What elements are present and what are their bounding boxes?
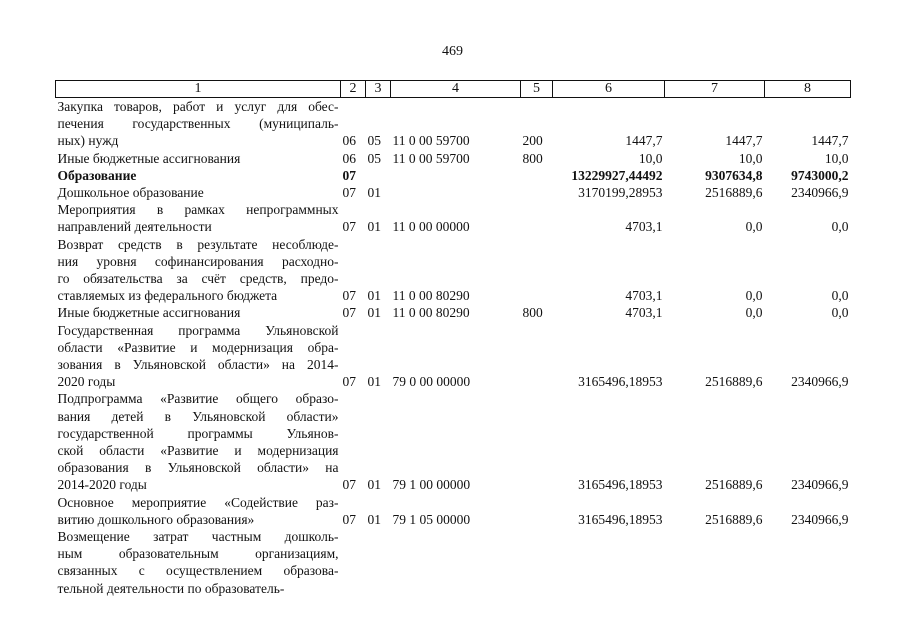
- row-name: [56, 322, 341, 391]
- column-number: 7: [665, 81, 765, 98]
- chapter-code: 07: [342, 167, 356, 183]
- amount-col-7: 9307634,8: [705, 167, 763, 183]
- row-name-line: Образование: [57, 167, 137, 183]
- budget-table: [55, 80, 851, 597]
- table-row: [56, 201, 851, 235]
- table-row: [56, 304, 851, 321]
- table-row: [56, 528, 851, 597]
- subchapter-code: 05: [367, 133, 381, 149]
- amount-col-7: 2516889,6: [705, 477, 763, 493]
- row-name-line: Возмещение затрат частным дошколь-: [57, 529, 339, 545]
- chapter-code: 07: [342, 477, 356, 493]
- chapter-code: 06: [342, 133, 356, 149]
- table-row: [56, 184, 851, 201]
- row-name: [56, 150, 341, 167]
- subchapter-code: 01: [367, 219, 381, 235]
- amount-col-8: 2340966,9: [791, 477, 849, 493]
- row-name-line: Иные бюджетные ассигнования: [57, 150, 241, 166]
- expense-type-code: 200: [522, 133, 543, 149]
- chapter-code: 07: [342, 288, 356, 304]
- row-name-line: Возврат средств в результате несоблюде-: [57, 236, 339, 252]
- amount-col-6: 3165496,18953: [578, 374, 663, 390]
- subchapter-code: 01: [367, 305, 381, 321]
- chapter-code: 07: [342, 374, 356, 390]
- subchapter-code: 01: [367, 477, 381, 493]
- amount-col-7: 10,0: [738, 150, 763, 166]
- amount-col-8: 0,0: [831, 219, 849, 235]
- target-code: 11 0 00 59700: [392, 133, 470, 149]
- table-row: [56, 167, 851, 184]
- expense-type-code: [521, 167, 553, 184]
- row-name-line: Закупка товаров, работ и услуг для обес-: [57, 99, 339, 114]
- expense-type-code: [521, 201, 553, 235]
- amount-col-8: 2340966,9: [791, 374, 849, 390]
- target-code: 11 0 00 80290: [392, 305, 470, 321]
- row-name-line: ской области «Развитие и модернизация: [57, 443, 339, 459]
- amount-col-6: 13229927,44492: [571, 167, 663, 183]
- expense-type-code: [521, 184, 553, 201]
- row-name: [56, 184, 341, 201]
- subchapter-code: 01: [367, 185, 381, 201]
- amount-col-7: 0,0: [745, 305, 763, 321]
- row-name-line: области «Развитие и модернизация обра-: [57, 339, 339, 355]
- target-code: 11 0 00 00000: [392, 219, 470, 235]
- expense-type-code: [521, 390, 553, 493]
- subchapter-code: 01: [367, 288, 381, 304]
- column-number: 4: [391, 81, 521, 98]
- amount-col-8: 0,0: [831, 305, 849, 321]
- row-name-line: витию дошкольного образования»: [57, 511, 255, 527]
- row-name: [56, 304, 341, 321]
- target-code: [391, 184, 521, 201]
- row-name: [56, 201, 341, 235]
- target-code: 79 0 00 00000: [392, 374, 471, 390]
- subchapter-code: 01: [367, 511, 381, 527]
- expense-type-code: [521, 528, 553, 597]
- row-name: [56, 528, 341, 597]
- row-name-line: вания детей в Ульяновской области»: [57, 408, 339, 424]
- row-name-line: го обязательства за счёт средств, предо-: [57, 271, 339, 287]
- row-name-line: Подпрограмма «Развитие общего образо-: [57, 391, 339, 407]
- amount-col-6: 4703,1: [625, 288, 663, 304]
- table-row: [56, 236, 851, 305]
- row-name-line: тельной деятельности по образователь-: [57, 580, 285, 596]
- column-number: 3: [366, 81, 391, 98]
- target-code: [391, 167, 521, 184]
- row-name-line: образования в Ульяновской области» на: [57, 460, 339, 476]
- expense-type-code: [521, 494, 553, 528]
- amount-col-6: 3165496,18953: [578, 511, 663, 527]
- column-number-header: [56, 81, 851, 98]
- amount-col-8: 9743000,2: [791, 167, 849, 183]
- amount-col-7: 0,0: [745, 219, 763, 235]
- row-name-line: связанных с осуществлением образова-: [57, 563, 339, 579]
- amount-col-6: 3165496,18953: [578, 477, 663, 493]
- row-name-line: ных) нужд: [57, 133, 119, 149]
- amount-col-6: 10,0: [638, 150, 663, 166]
- table-row: [56, 98, 851, 150]
- row-name-line: Мероприятия в рамках непрограммных: [57, 202, 339, 218]
- amount-col-8: 2340966,9: [791, 511, 849, 527]
- amount-col-6: 3170199,28953: [578, 185, 663, 201]
- row-name: [56, 167, 341, 184]
- target-code: 79 1 05 00000: [392, 511, 471, 527]
- chapter-code: 07: [342, 511, 356, 527]
- column-number: 6: [553, 81, 665, 98]
- chapter-code: [341, 528, 366, 597]
- subchapter-code: [366, 167, 391, 184]
- target-code: 11 0 00 80290: [392, 288, 470, 304]
- amount-col-7: 2516889,6: [705, 374, 763, 390]
- row-name-line: 2020 годы: [57, 374, 116, 390]
- column-number: 2: [341, 81, 366, 98]
- amount-col-6: 1447,7: [625, 133, 663, 149]
- subchapter-code: [366, 528, 391, 597]
- row-name-line: ния уровня софинансирования расходно-: [57, 253, 339, 269]
- table-row: [56, 390, 851, 493]
- table-row: [56, 150, 851, 167]
- table-row: [56, 494, 851, 528]
- subchapter-code: 05: [367, 150, 381, 166]
- amount-col-6: 4703,1: [625, 305, 663, 321]
- amount-col-6: 4703,1: [625, 219, 663, 235]
- column-number: 1: [56, 81, 341, 98]
- target-code: [391, 528, 521, 597]
- target-code: 11 0 00 59700: [392, 150, 470, 166]
- table-row: [56, 322, 851, 391]
- expense-type-code: [521, 236, 553, 305]
- amount-col-7: 0,0: [745, 288, 763, 304]
- row-name-line: Государственная программа Ульяновской: [57, 322, 339, 338]
- row-name: [56, 494, 341, 528]
- page-number: 469: [442, 44, 463, 59]
- row-name-line: Дошкольное образование: [57, 185, 204, 201]
- row-name-line: печения государственных (муниципаль-: [57, 116, 339, 132]
- amount-col-8: [765, 528, 851, 597]
- amount-col-8: 0,0: [831, 288, 849, 304]
- amount-col-8: 2340966,9: [791, 185, 849, 201]
- amount-col-6: [553, 528, 665, 597]
- row-name: [56, 98, 341, 150]
- row-name: [56, 390, 341, 493]
- amount-col-7: 1447,7: [725, 133, 763, 149]
- chapter-code: 07: [342, 185, 356, 201]
- expense-type-code: [521, 322, 553, 391]
- amount-col-8: 10,0: [824, 150, 849, 166]
- column-number: 5: [521, 81, 553, 98]
- row-name-line: Иные бюджетные ассигнования: [57, 305, 241, 321]
- column-number: 8: [765, 81, 851, 98]
- amount-col-8: 1447,7: [811, 133, 849, 149]
- row-name-line: 2014-2020 годы: [57, 477, 147, 493]
- amount-col-7: 2516889,6: [705, 185, 763, 201]
- row-name-line: Основное мероприятие «Содействие раз-: [57, 494, 339, 510]
- chapter-code: 07: [342, 219, 356, 235]
- chapter-code: 07: [342, 305, 356, 321]
- amount-col-7: 2516889,6: [705, 511, 763, 527]
- target-code: 79 1 00 00000: [392, 477, 471, 493]
- row-name-line: ным образовательным организациям,: [57, 546, 339, 562]
- amount-col-7: [665, 528, 765, 597]
- expense-type-code: 800: [522, 305, 543, 321]
- row-name: [56, 236, 341, 305]
- subchapter-code: 01: [367, 374, 381, 390]
- expense-type-code: 800: [522, 150, 543, 166]
- row-name-line: ставляемых из федерального бюджета: [57, 288, 278, 304]
- chapter-code: 06: [342, 150, 356, 166]
- row-name-line: направлений деятельности: [57, 219, 212, 235]
- row-name-line: зования в Ульяновской области» на 2014-: [57, 357, 339, 373]
- row-name-line: государственной программы Ульянов-: [57, 425, 339, 441]
